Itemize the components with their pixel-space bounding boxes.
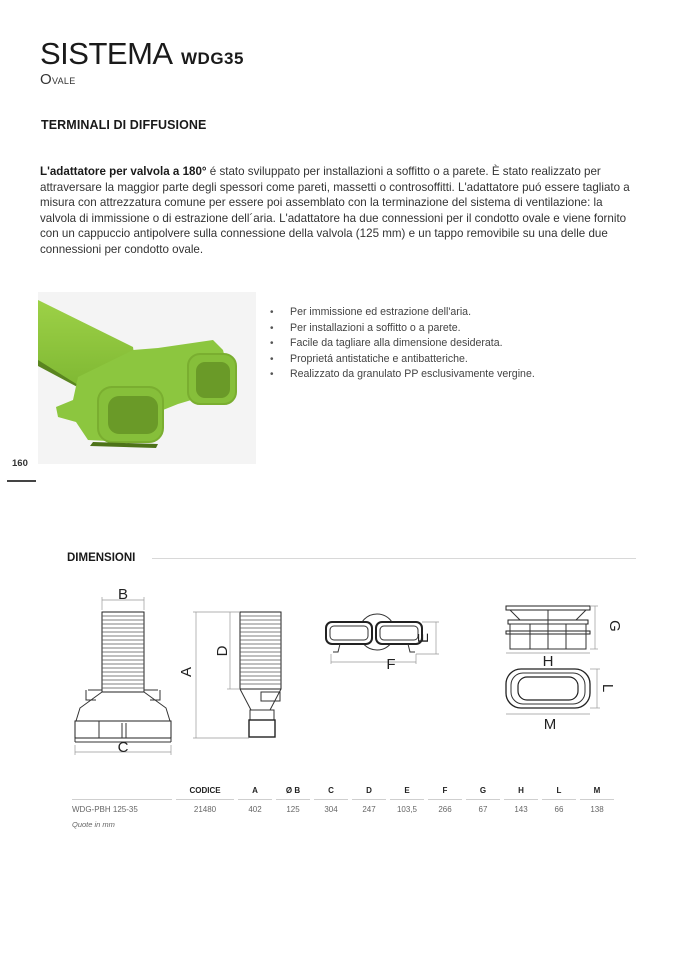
label-l: L <box>599 683 616 693</box>
label-e: E <box>415 632 432 644</box>
cell-e: 103,5 <box>396 805 418 814</box>
page-subtitle <box>40 71 76 88</box>
description-lead: L'adattatore per valvola a 180° <box>40 165 207 178</box>
table-row <box>72 800 614 814</box>
section-title: TERMINALI DI DIFFUSIONE <box>41 118 207 132</box>
technical-drawings <box>0 580 678 770</box>
page-number-bar <box>7 480 36 482</box>
side-view-drawing <box>193 612 281 738</box>
feature-list <box>268 305 535 383</box>
product-image <box>38 292 256 464</box>
title-model: WDG35 <box>181 49 244 68</box>
cell-codice: 21480 <box>193 805 217 814</box>
label-f: F <box>386 656 396 673</box>
description-text: é stato sviluppato per installazioni a soffitto o a parete. È stato realizzato per attraversare la maggior parte degli spessori come pareti, massetti o controsoffitti. L'adattatore puó essere tagliato a misura con attrezzatura comune per essere poi assemblato con la terminazione del sistema di ventilazione: la valvola di immissione o di estrazione dell´aria. L'adattatore ha due connessioni per il condotto ovale e viene fornito con un cappuccio antipolvere sulla connessione della valvola (125 mm) e un tappo removibile su una delle due connessioni per condotto ovale. <box>40 165 630 256</box>
front-ribbed-tube <box>102 612 144 692</box>
dimension-line-g <box>590 606 598 649</box>
feature-item: • Facile da tagliare alla dimensione desiderata. <box>268 336 535 352</box>
label-g: G <box>606 620 623 632</box>
table-header-row <box>72 786 614 800</box>
label-c: C <box>117 739 129 756</box>
cell-a: 402 <box>248 805 262 814</box>
feature-item: • Realizzato da granulato PP esclusivamente vergine. <box>268 367 535 383</box>
header-f: F <box>428 786 462 800</box>
header-d: D <box>352 786 386 800</box>
header-model <box>72 786 172 800</box>
page-number: 160 <box>12 458 28 469</box>
subtitle-initial: O <box>40 71 52 88</box>
valve-top-drawing <box>506 669 600 714</box>
cell-f: 266 <box>438 805 452 814</box>
cell-d: 247 <box>362 805 376 814</box>
cell-c: 304 <box>324 805 338 814</box>
label-h: H <box>542 653 554 670</box>
header-e: E <box>390 786 424 800</box>
feature-item: • Per installazioni a soffitto o a parete. <box>268 321 535 337</box>
header-c: C <box>314 786 348 800</box>
header-g: G <box>466 786 500 800</box>
title-system: SISTEMA <box>40 36 171 71</box>
cell-h: 143 <box>514 805 528 814</box>
front-view-drawing <box>75 597 171 755</box>
header-a: A <box>238 786 272 800</box>
units-note: Quote in mm <box>72 820 115 829</box>
left-oval-opening <box>108 396 158 434</box>
header-l: L <box>542 786 576 800</box>
dimension-line-l <box>590 669 600 708</box>
product-description <box>40 164 640 257</box>
subtitle-rest: vale <box>51 72 76 87</box>
dimensions-title: DIMENSIONI <box>67 552 136 564</box>
dimension-line-a <box>193 612 249 738</box>
cell-l: 66 <box>554 805 564 814</box>
dimension-line-f <box>331 654 416 664</box>
page-title <box>40 38 244 69</box>
cell-g: 67 <box>478 805 488 814</box>
feature-item: • Per immissione ed estrazione dell'aria. <box>268 305 535 321</box>
header-codice: CODICE <box>176 786 234 800</box>
adapter-illustration <box>38 292 256 464</box>
dimensions-divider <box>152 558 636 559</box>
valve-side-drawing <box>506 606 598 653</box>
label-m: M <box>543 716 557 733</box>
spec-table <box>68 786 618 814</box>
label-b: B <box>117 586 129 603</box>
label-a: A <box>178 666 195 678</box>
cell-model: WDG-PBH 125-35 <box>72 805 138 814</box>
cell-b: 125 <box>286 805 300 814</box>
label-d: D <box>214 645 231 657</box>
header-h: H <box>504 786 538 800</box>
cell-m: 138 <box>590 805 604 814</box>
header-m: M <box>580 786 614 800</box>
right-oval-opening <box>196 362 230 398</box>
header-b: Ø B <box>276 786 310 800</box>
feature-item: • Proprietá antistatiche e antibatteriche. <box>268 352 535 368</box>
